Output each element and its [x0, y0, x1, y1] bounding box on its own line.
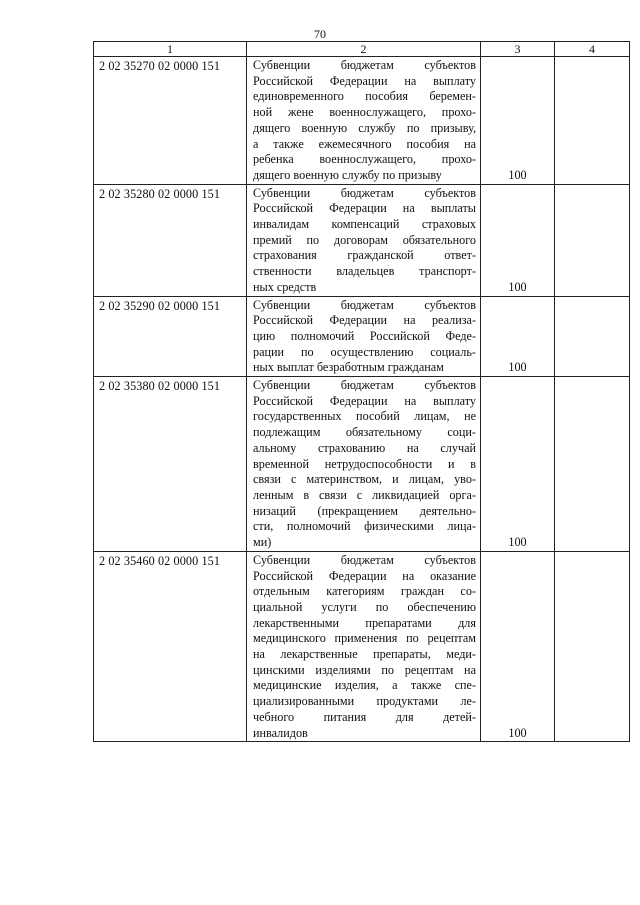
row-description-cell	[247, 377, 481, 552]
table-row	[94, 296, 630, 377]
description-line: альному страхованию на случай	[253, 440, 476, 455]
page-number: 70	[314, 27, 326, 41]
description-line: государственных пособий лицам, не	[253, 409, 476, 424]
row-column4-cell	[555, 296, 630, 377]
description-line: циальной услуги по обеспечению	[253, 599, 476, 614]
description-line: ных средств	[253, 279, 317, 294]
budget-code: 2 02 35280 02 0000 151	[99, 186, 221, 201]
description-line: Субвенции бюджетам субъектов	[253, 185, 476, 200]
table-row	[94, 377, 630, 552]
row-column4-cell	[555, 551, 630, 741]
description-line: Российской Федерации на оказание	[253, 568, 476, 583]
amount-value: 100	[508, 279, 527, 294]
column-header-3: 3	[481, 42, 555, 57]
description-line: лекарственными препаратами для	[253, 615, 476, 630]
row-amount-cell	[481, 296, 555, 377]
description-line: временной нетрудоспособности и в	[253, 456, 476, 471]
row-amount-cell	[481, 184, 555, 296]
description-line: медицинского применения по рецептам	[253, 631, 476, 646]
amount-value: 100	[508, 725, 527, 740]
table-header-row	[94, 42, 630, 57]
description-line: цинскими изделиями по рецептам на	[253, 662, 476, 677]
description-line: на лекарственные препараты, меди-	[253, 647, 476, 662]
description-line: ственности владельцев транспорт-	[253, 264, 476, 279]
description-line: Российской Федерации на выплату	[253, 393, 476, 408]
table-row	[94, 551, 630, 741]
row-amount-cell	[481, 377, 555, 552]
row-code-cell	[94, 184, 247, 296]
description-line: премий по договорам обязательного	[253, 232, 476, 247]
description-line: связи с материнством, и лицам, уво-	[253, 472, 476, 487]
description-line: Российской Федерации на выплаты	[253, 201, 476, 216]
row-code-cell	[94, 57, 247, 185]
description-line: ребенка военнослужащего, прохо-	[253, 152, 476, 167]
description-line: подлежащим обязательному соци-	[253, 425, 476, 440]
amount-value: 100	[508, 167, 527, 182]
amount-value: 100	[508, 360, 527, 375]
description-line: медицинские изделия, а также спе-	[253, 678, 476, 693]
description-line: страхования гражданской ответ-	[253, 248, 476, 263]
description-line: цию полномочий Российской Феде-	[253, 328, 476, 343]
row-description-cell	[247, 57, 481, 185]
row-amount-cell	[481, 57, 555, 185]
description-line: ных выплат безработным гражданам	[253, 360, 444, 375]
description-line: инвалидам компенсаций страховых	[253, 217, 476, 232]
description-line: Субвенции бюджетам субъектов	[253, 552, 476, 567]
row-description-cell	[247, 551, 481, 741]
description-line: рации по осуществлению социаль-	[253, 344, 476, 359]
column-header-4: 4	[555, 42, 630, 57]
description-line: а также ежемесячного пособия на	[253, 136, 476, 151]
row-code-cell	[94, 377, 247, 552]
description-line: сти, полномочий физическими лица-	[253, 519, 476, 534]
row-description-cell	[247, 184, 481, 296]
budget-code: 2 02 35270 02 0000 151	[99, 59, 221, 73]
description-line: Российской Федерации на выплату	[253, 73, 476, 88]
description-line: Российской Федерации на реализа-	[253, 313, 476, 328]
description-line: низаций (прекращением деятельно-	[253, 503, 476, 518]
budget-code: 2 02 35460 02 0000 151	[99, 553, 221, 568]
row-column4-cell	[555, 377, 630, 552]
description-line: единовременного пособия беремен-	[253, 89, 476, 104]
description-line: циализированными продуктами ле-	[253, 694, 476, 709]
column-header-1: 1	[94, 42, 247, 57]
description-line: чебного питания для детей-	[253, 709, 476, 724]
table-row	[94, 57, 630, 185]
description-line: Субвенции бюджетам субъектов	[253, 378, 476, 393]
description-line: инвалидов	[253, 725, 308, 740]
table-row	[94, 184, 630, 296]
description-line: ной жене военнослужащего, прохо-	[253, 105, 476, 120]
description-line: ми)	[253, 535, 272, 550]
budget-code: 2 02 35290 02 0000 151	[99, 298, 221, 313]
row-column4-cell	[555, 57, 630, 185]
row-description-cell	[247, 296, 481, 377]
row-code-cell	[94, 296, 247, 377]
description-line: отдельным категориям граждан со-	[253, 584, 476, 599]
description-line: дящего военную службу по призыву	[253, 167, 442, 182]
budget-table	[93, 41, 630, 742]
description-line: Субвенции бюджетам субъектов	[253, 58, 476, 72]
description-line: дящего военную службу по призыву,	[253, 120, 476, 135]
row-code-cell	[94, 551, 247, 741]
description-line: Субвенции бюджетам субъектов	[253, 297, 476, 312]
column-header-2: 2	[247, 42, 481, 57]
row-amount-cell	[481, 551, 555, 741]
description-line: ленным в связи с ликвидацией орга-	[253, 487, 476, 502]
budget-code: 2 02 35380 02 0000 151	[99, 379, 221, 394]
amount-value: 100	[508, 535, 527, 550]
row-column4-cell	[555, 184, 630, 296]
